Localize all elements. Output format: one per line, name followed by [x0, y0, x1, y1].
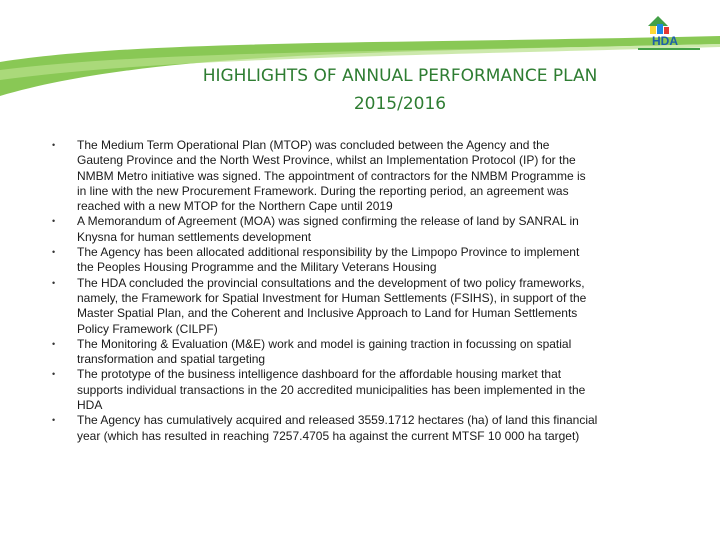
- bullet-icon: •: [52, 216, 56, 227]
- list-item-line: The HDA concluded the provincial consultations and the development of two policy frameworks,: [77, 275, 585, 290]
- list-item-line: namely, the Framework for Spatial Investment for Human Settlements (FSIHS), in support of the: [77, 290, 587, 305]
- hda-logo: [632, 12, 706, 52]
- slide-title-line-2: 2015/2016: [353, 94, 447, 114]
- slide-title-line-1: HIGHLIGHTS OF ANNUAL PERFORMANCE PLAN: [202, 66, 598, 86]
- list-item-line: in line with the new Procurement Framework. During the reporting period, an agreement was: [77, 183, 569, 198]
- list-item-line: NMBM Metro initiative was signed. The appointment of contractors for the NMBM Programme is: [77, 168, 586, 183]
- list-item-line: HDA: [77, 398, 103, 413]
- list-item: [52, 245, 692, 276]
- list-item: [52, 214, 692, 245]
- bullet-icon: •: [52, 247, 56, 258]
- list-item-line: Master Spatial Plan, and the Coherent and Inclusive Approach to Land for Human Settlements: [77, 306, 578, 321]
- list-item: [52, 367, 692, 413]
- highlights-list: [52, 138, 692, 444]
- list-item-line: Policy Framework (CILPF): [77, 321, 218, 336]
- logo-text: HDA: [652, 34, 678, 48]
- list-item-line: The Monitoring & Evaluation (M&E) work and model is gaining traction in focussing on spatial: [77, 336, 572, 351]
- list-item: [52, 138, 692, 214]
- list-item-line: The Agency has cumulatively acquired and released 3559.1712 hectares (ha) of land this financial: [77, 413, 598, 428]
- list-item-line: reached with a new MTOP for the Northern Cape until 2019: [77, 199, 393, 214]
- list-item-line: supports individual transactions in the 20 accredited municipalities has been implemented in the: [77, 382, 586, 397]
- list-item-line: A Memorandum of Agreement (MOA) was signed confirming the release of land by SANRAL in: [77, 214, 579, 229]
- logo-underline: [638, 48, 700, 50]
- bullet-icon: •: [52, 369, 56, 380]
- list-item-line: year (which has resulted in reaching 7257.4705 ha against the current MTSF 10 000 ha target): [77, 428, 580, 443]
- bullet-icon: •: [52, 415, 56, 426]
- list-item-line: the Peoples Housing Programme and the Military Veterans Housing: [77, 260, 437, 275]
- list-item-line: Knysna for human settlements development: [77, 229, 312, 244]
- house-icon: [648, 16, 669, 34]
- slide-title: [120, 62, 680, 118]
- list-item: [52, 337, 692, 368]
- list-item-line: The Agency has been allocated additional responsibility by the Limpopo Province to implement: [77, 245, 580, 260]
- list-item-line: transformation and spatial targeting: [77, 352, 266, 367]
- bullet-icon: •: [52, 277, 56, 288]
- bullet-icon: •: [52, 338, 56, 349]
- list-item-line: The prototype of the business intelligence dashboard for the affordable housing market that: [77, 367, 562, 382]
- list-item: [52, 413, 692, 444]
- list-item: [52, 276, 692, 337]
- list-item-line: The Medium Term Operational Plan (MTOP) was concluded between the Agency and the: [77, 138, 550, 152]
- bullet-icon: •: [52, 140, 56, 150]
- list-item-line: Gauteng Province and the North West Province, whilst an Implementation Protocol (IP) for the: [77, 153, 576, 168]
